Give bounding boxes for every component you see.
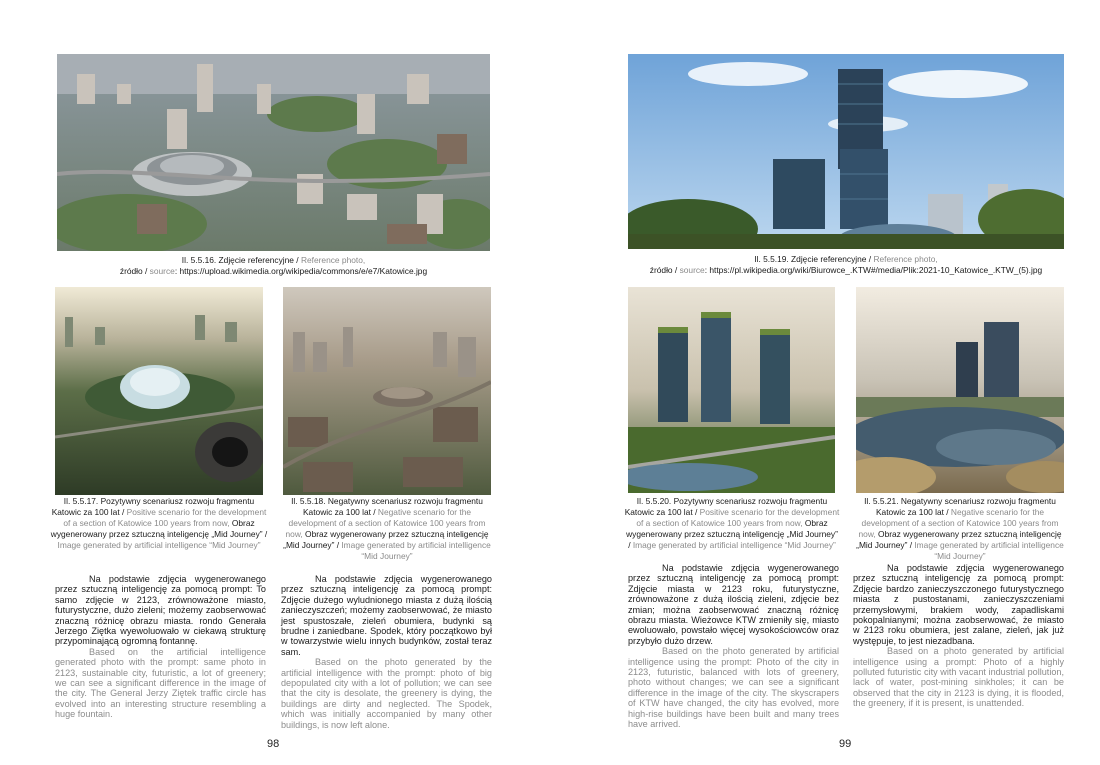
body-text-column: Na podstawie zdjęcia wygenerowanego przez sztuczną inteligencję za pomocą prompt: Zdjęcie dużego wyludnionego miasta z dużą ilością zanieczyszczeń; możemy zaobserwować, że miasto jest spustoszałe, zieleń obumiera, budynki są brudne i zaniedbane. Spodek, który początkowo był w towarzystwie wielu innych budynków, został teraz sam. Based on the photo generated by the artificial intelligence with the prompt: photo of big depopulated city with a lot of pollution; we can see that the city is desolate, the greenery is dying, the buildings are dirty and neglected. The Spodek, which was initially accompanied by many other buildings, is now left alone. — [281, 574, 492, 730]
body-text-column: Na podstawie zdjęcia wygenerowanego przez sztuczną inteligencję za pomocą prompt: To samo zdjęcie w 2123, zrównoważone miasto, futurystyczne, dużo zieleni; możemy zaobserwować znaczną różnicę obrazu miasta. rondo Generała Jerzego Ziętka wyewoluowało w ciekawą strukturę przypominającą ogromną fontannę. Based on the artificial intelligence generated photo with the prompt: same photo in 2123, sustainable city, futuristic, a lot of greenery; we can see a significant difference in the image of the city. The General Jerzy Ziętek traffic circle has evolved into an interesting structure resembling a huge fountain. — [55, 574, 266, 720]
ai-image-negative-scenario — [283, 287, 491, 495]
ai-image-positive-scenario — [628, 287, 835, 493]
ai-image-negative-scenario — [856, 287, 1064, 493]
ai-image-positive-scenario — [55, 287, 263, 495]
page-number: 98 — [267, 738, 280, 750]
figure-caption-5-5-20: Il. 5.5.20. Pozytywny scenariusz rozwoju fragmentu Katowic za 100 lat / Positive scenario for the development of a section of Katowice 100 years from now, Obraz wygenerowany przez sztuczną inteligencję „Mid Journey” / Image generated by artificial intelligence “Mid Journey” — [624, 496, 840, 550]
figure-caption-5-5-16: Il. 5.5.16. Zdjęcie referencyjne / Reference photo, źródło / source: https://upload.wikimedia.org/wikipedia/commons/e/e7/Katowice.jpg — [119, 255, 428, 276]
reference-photo-katowice-aerial — [57, 54, 490, 251]
figure-caption-5-5-21: Il. 5.5.21. Negatywny scenariusz rozwoju fragmentu Katowic za 100 lat / Negative scenario for the development of a section of Katowice 100 years from now, Obraz wygenerowany przez sztuczną inteligencję „Mid Journey” / Image generated by artificial intelligence “Mid Journey” — [856, 496, 1064, 561]
figure-caption-5-5-17: Il. 5.5.17. Pozytywny scenariusz rozwoju fragmentu Katowic za 100 lat / Positive scenario for the development of a section of Katowice 100 years from now, Obraz wygenerowany przez sztuczną inteligencję „Mid Journey” / Image generated by artificial intelligence “Mid Journey” — [50, 496, 268, 550]
reference-photo-ktw-towers — [628, 54, 1064, 249]
body-text-column: Na podstawie zdjęcia wygenerowanego przez sztuczną inteligencję za pomocą prompt: Zdjęcie bardzo zanieczyszczonego futurystycznego miasta z pustostanami, zanieczyszczeniami przemysłowymi, brakiem wody, zapadliskami pokopalnianymi; można zaobserwować, że miasto w 2123 roku obumiera, jest zalane, zieleń, jak już występuje, to jest niezadbana. Based on a photo generated by artificial intelligence using a prompt: Photo of a highly polluted futuristic city with vacant industrial pollution, lack of water, post-mining sinkholes; it can be observed that the city in 2123 is dying, it is flooded, the greenery, if it is present, is unattended. — [853, 563, 1064, 709]
source-url: : https://upload.wikimedia.org/wikipedia/commons/e/e7/Katowice.jpg — [174, 266, 428, 276]
page-number: 99 — [839, 738, 852, 750]
figure-caption-5-5-18: Il. 5.5.18. Negatywny scenariusz rozwoju fragmentu Katowic za 100 lat / Negative scenario for the development of a section of Katowice 100 years from now, Obraz wygenerowany przez sztuczną inteligencję „Mid Journey” / Image generated by artificial intelligence “Mid Journey” — [283, 496, 491, 561]
body-text-column: Na podstawie zdjęcia wygenerowanego przez sztuczną inteligencję za pomocą prompt: Zdjęcie miasta w 2123 roku, futurystyczne, zrównoważone z dużą ilością zieleni, zdjęcie bez zmian; można zaobserwować znaczną różnicę obrazu miasta. Wieżowce KTW zmieniły się, miasto ewoluowało, powstało więcej wysokościowców oraz przybyło dużo drzew. Based on the photo generated by artificial intelligence using the prompt: Photo of the city in 2123, futuristic, balanced with lots of greenery, photo without changes; we can see a significant difference in the image of the city. The skyscrapers of KTW have changed, the city has evolved, more high-rise buildings have been built and many trees have arrived. — [628, 563, 839, 730]
figure-caption-5-5-19: Il. 5.5.19. Zdjęcie referencyjne / Reference photo, źródło / source: https://pl.wikipedia.org/wiki/Biurowce_.KTW#/media/Plik:2021-10_Katowice_.KTW_(5).jpg — [649, 254, 1043, 275]
source-url: : https://pl.wikipedia.org/wiki/Biurowce_.KTW#/media/Plik:2021-10_Katowice_.KTW_(5).jpg — [704, 265, 1043, 275]
